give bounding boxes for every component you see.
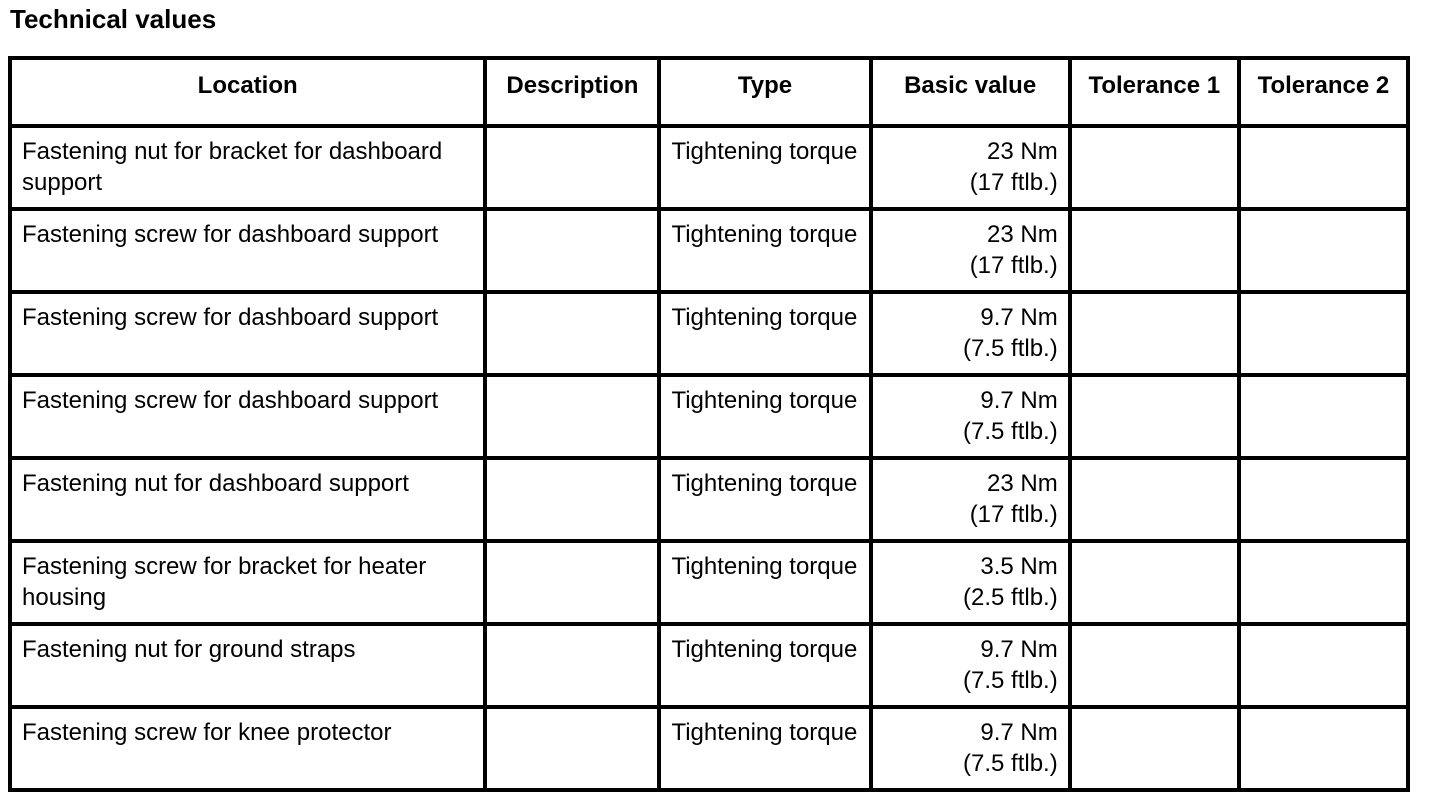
basic-value-imperial: (17 ftlb.) <box>969 501 1058 528</box>
cell-tolerance-1 <box>1070 624 1239 707</box>
table-row <box>10 707 1408 790</box>
basic-value-imperial: (7.5 ftlb.) <box>963 750 1058 777</box>
cell-description <box>485 458 659 541</box>
cell-tolerance-1 <box>1070 375 1239 458</box>
cell-type: Tightening torque <box>659 707 870 790</box>
cell-description <box>485 209 659 292</box>
basic-value-metric: 23 Nm <box>987 221 1058 248</box>
cell-tolerance-2 <box>1239 126 1408 209</box>
cell-description <box>485 126 659 209</box>
cell-tolerance-1 <box>1070 707 1239 790</box>
cell-description <box>485 292 659 375</box>
cell-tolerance-1 <box>1070 292 1239 375</box>
table-row <box>10 209 1408 292</box>
basic-value-imperial: (17 ftlb.) <box>969 252 1058 279</box>
table-row <box>10 624 1408 707</box>
basic-value-imperial: (7.5 ftlb.) <box>963 667 1058 694</box>
cell-tolerance-2 <box>1239 624 1408 707</box>
cell-tolerance-2 <box>1239 458 1408 541</box>
cell-type: Tightening torque <box>659 458 870 541</box>
cell-basic-value <box>871 292 1070 375</box>
cell-type: Tightening torque <box>659 375 870 458</box>
cell-tolerance-2 <box>1239 209 1408 292</box>
header-description: Description <box>485 58 659 126</box>
cell-basic-value <box>871 707 1070 790</box>
cell-type: Tightening torque <box>659 292 870 375</box>
cell-location: Fastening screw for dashboard support <box>10 375 485 458</box>
cell-tolerance-1 <box>1070 126 1239 209</box>
cell-basic-value <box>871 126 1070 209</box>
cell-tolerance-2 <box>1239 707 1408 790</box>
cell-location: Fastening screw for knee protector <box>10 707 485 790</box>
cell-type: Tightening torque <box>659 126 870 209</box>
basic-value-imperial: (17 ftlb.) <box>969 169 1058 196</box>
basic-value-metric: 9.7 Nm <box>980 304 1058 331</box>
table-row <box>10 292 1408 375</box>
header-location: Location <box>10 58 485 126</box>
cell-tolerance-2 <box>1239 375 1408 458</box>
table-row <box>10 541 1408 624</box>
basic-value-metric: 9.7 Nm <box>980 387 1058 414</box>
header-type: Type <box>659 58 870 126</box>
basic-value-imperial: (7.5 ftlb.) <box>963 418 1058 445</box>
table-row <box>10 375 1408 458</box>
technical-values-table <box>8 56 1410 792</box>
cell-type: Tightening torque <box>659 209 870 292</box>
basic-value-metric: 3.5 Nm <box>980 553 1058 580</box>
header-basic-value: Basic value <box>871 58 1070 126</box>
cell-description <box>485 541 659 624</box>
cell-location: Fastening screw for bracket for heater housing <box>10 541 485 624</box>
basic-value-metric: 23 Nm <box>987 138 1058 165</box>
cell-type: Tightening torque <box>659 541 870 624</box>
cell-location: Fastening nut for bracket for dashboard support <box>10 126 485 209</box>
table-row <box>10 458 1408 541</box>
header-tolerance-2: Tolerance 2 <box>1239 58 1408 126</box>
cell-description <box>485 707 659 790</box>
cell-basic-value <box>871 541 1070 624</box>
basic-value-metric: 23 Nm <box>987 470 1058 497</box>
cell-description <box>485 375 659 458</box>
header-row <box>10 58 1408 126</box>
cell-tolerance-1 <box>1070 541 1239 624</box>
cell-basic-value <box>871 375 1070 458</box>
cell-tolerance-2 <box>1239 292 1408 375</box>
cell-tolerance-1 <box>1070 209 1239 292</box>
cell-basic-value <box>871 458 1070 541</box>
cell-type: Tightening torque <box>659 624 870 707</box>
basic-value-imperial: (7.5 ftlb.) <box>963 335 1058 362</box>
cell-location: Fastening screw for dashboard support <box>10 209 485 292</box>
table-row <box>10 126 1408 209</box>
cell-location: Fastening screw for dashboard support <box>10 292 485 375</box>
header-tolerance-1: Tolerance 1 <box>1070 58 1239 126</box>
cell-location: Fastening nut for dashboard support <box>10 458 485 541</box>
cell-description <box>485 624 659 707</box>
cell-tolerance-2 <box>1239 541 1408 624</box>
basic-value-imperial: (2.5 ftlb.) <box>963 584 1058 611</box>
cell-tolerance-1 <box>1070 458 1239 541</box>
page-title: Technical values <box>10 4 217 34</box>
cell-basic-value <box>871 624 1070 707</box>
basic-value-metric: 9.7 Nm <box>980 636 1058 663</box>
cell-basic-value <box>871 209 1070 292</box>
basic-value-metric: 9.7 Nm <box>980 719 1058 746</box>
cell-location: Fastening nut for ground straps <box>10 624 485 707</box>
